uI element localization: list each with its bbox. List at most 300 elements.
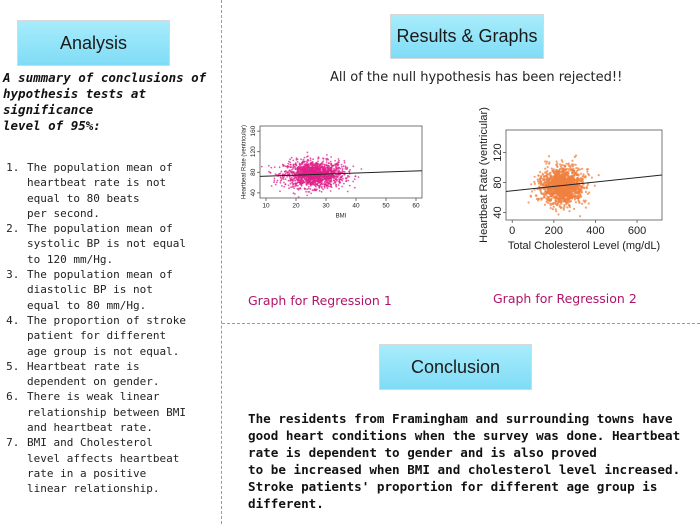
data-point bbox=[354, 187, 356, 189]
data-point bbox=[285, 178, 287, 180]
data-point bbox=[322, 188, 324, 190]
data-point bbox=[283, 182, 285, 184]
data-point bbox=[548, 155, 550, 157]
data-point bbox=[334, 160, 336, 162]
data-point bbox=[275, 173, 277, 175]
data-point bbox=[573, 189, 575, 191]
data-point bbox=[338, 161, 340, 163]
data-point bbox=[586, 187, 588, 189]
data-point bbox=[543, 196, 545, 198]
data-point bbox=[310, 188, 312, 190]
data-point bbox=[561, 189, 563, 191]
data-point bbox=[322, 175, 324, 177]
data-point bbox=[533, 181, 535, 183]
data-point bbox=[308, 170, 310, 172]
data-point bbox=[324, 184, 326, 186]
data-point bbox=[298, 179, 300, 181]
data-point bbox=[292, 160, 294, 162]
data-point bbox=[306, 156, 308, 158]
data-point bbox=[341, 164, 343, 166]
data-point bbox=[556, 165, 558, 167]
data-point bbox=[549, 200, 551, 202]
data-point bbox=[570, 192, 572, 194]
x-tick-label: 40 bbox=[352, 202, 360, 210]
data-point bbox=[317, 183, 319, 185]
data-point bbox=[354, 178, 356, 180]
data-point bbox=[580, 173, 582, 175]
data-point bbox=[326, 165, 328, 167]
data-point bbox=[281, 185, 283, 187]
data-point bbox=[286, 176, 288, 178]
regression-2-chart bbox=[452, 92, 670, 272]
data-point bbox=[571, 197, 573, 199]
data-point bbox=[304, 164, 306, 166]
data-point bbox=[573, 164, 575, 166]
data-point bbox=[308, 186, 310, 188]
data-point bbox=[569, 196, 571, 198]
data-point bbox=[570, 179, 572, 181]
data-point bbox=[320, 184, 322, 186]
data-point bbox=[280, 180, 282, 182]
data-point bbox=[317, 160, 319, 162]
data-point bbox=[310, 164, 312, 166]
data-point bbox=[302, 166, 304, 168]
data-point bbox=[283, 186, 285, 188]
data-point bbox=[337, 163, 339, 165]
data-point bbox=[313, 183, 315, 185]
data-point bbox=[342, 171, 344, 173]
data-point bbox=[282, 164, 284, 166]
data-point bbox=[274, 178, 276, 180]
conclusion-line: to be increased when BMI and cholesterol level increased. bbox=[248, 462, 681, 477]
data-point bbox=[588, 191, 590, 193]
y-tick-label: 120 bbox=[250, 146, 257, 158]
data-point bbox=[354, 176, 356, 178]
data-point bbox=[556, 196, 558, 198]
data-point bbox=[577, 167, 579, 169]
data-point bbox=[297, 169, 299, 171]
data-point bbox=[319, 190, 321, 192]
data-point bbox=[559, 204, 561, 206]
data-point bbox=[582, 175, 584, 177]
data-point bbox=[586, 171, 588, 173]
data-point bbox=[285, 170, 287, 172]
data-point bbox=[292, 167, 294, 169]
data-point bbox=[335, 166, 337, 168]
conclusion-heading bbox=[379, 344, 532, 390]
data-point bbox=[349, 171, 351, 173]
data-point bbox=[299, 177, 301, 179]
data-point bbox=[587, 173, 589, 175]
data-point bbox=[585, 176, 587, 178]
data-point bbox=[347, 191, 349, 193]
data-point bbox=[307, 159, 309, 161]
data-point bbox=[569, 168, 571, 170]
data-point bbox=[296, 188, 298, 190]
data-point bbox=[293, 171, 295, 173]
data-point bbox=[318, 178, 320, 180]
x-axis-label: BMI bbox=[335, 213, 347, 220]
data-point bbox=[282, 173, 284, 175]
data-point bbox=[306, 168, 308, 170]
data-point bbox=[288, 187, 290, 189]
conclusion-line: Stroke patients' proportion for different age group is bbox=[248, 479, 658, 494]
data-point bbox=[562, 194, 564, 196]
data-point bbox=[556, 189, 558, 191]
data-point bbox=[326, 159, 328, 161]
data-point bbox=[289, 162, 291, 164]
data-point bbox=[334, 180, 336, 182]
data-point bbox=[300, 158, 302, 160]
data-point bbox=[551, 192, 553, 194]
data-point bbox=[550, 195, 552, 197]
data-point bbox=[588, 202, 590, 204]
data-point bbox=[563, 164, 565, 166]
data-point bbox=[327, 159, 329, 161]
data-point bbox=[278, 174, 280, 176]
data-point bbox=[301, 185, 303, 187]
data-point bbox=[543, 179, 545, 181]
data-point bbox=[553, 206, 555, 208]
data-point bbox=[325, 175, 327, 177]
data-point bbox=[557, 182, 559, 184]
data-point bbox=[343, 183, 345, 185]
data-point bbox=[571, 172, 573, 174]
data-point bbox=[565, 174, 567, 176]
data-point bbox=[584, 201, 586, 203]
data-point bbox=[314, 163, 316, 165]
x-tick-label: 60 bbox=[412, 202, 420, 210]
analysis-heading bbox=[17, 20, 170, 66]
data-point bbox=[295, 180, 297, 182]
conclusion-item: 6. There is weak linear relationship between BMI and heartbeat rate. bbox=[26, 389, 231, 435]
data-point bbox=[328, 176, 330, 178]
data-point bbox=[330, 190, 332, 192]
data-point bbox=[285, 165, 287, 167]
data-point bbox=[310, 184, 312, 186]
data-point bbox=[537, 179, 539, 181]
data-point bbox=[281, 171, 283, 173]
data-point bbox=[294, 193, 296, 195]
data-point bbox=[591, 177, 593, 179]
data-point bbox=[531, 190, 533, 192]
data-point bbox=[296, 172, 298, 174]
data-point bbox=[305, 178, 307, 180]
data-point bbox=[546, 179, 548, 181]
data-point bbox=[548, 163, 550, 165]
horizontal-divider bbox=[222, 323, 700, 324]
data-point bbox=[310, 171, 312, 173]
data-point bbox=[543, 192, 545, 194]
data-point bbox=[301, 163, 303, 165]
data-point bbox=[568, 205, 570, 207]
data-point bbox=[342, 178, 344, 180]
data-point bbox=[564, 193, 566, 195]
data-point bbox=[551, 178, 553, 180]
data-point bbox=[315, 189, 317, 191]
data-point bbox=[565, 179, 567, 181]
data-point bbox=[545, 194, 547, 196]
results-heading-label: Results & Graphs bbox=[396, 26, 538, 46]
data-point bbox=[338, 167, 340, 169]
data-point bbox=[569, 180, 571, 182]
data-point bbox=[568, 165, 570, 167]
data-point bbox=[561, 164, 563, 166]
data-point bbox=[285, 183, 287, 185]
data-point bbox=[585, 191, 587, 193]
data-point bbox=[291, 179, 293, 181]
data-point bbox=[291, 169, 293, 171]
data-point bbox=[303, 159, 305, 161]
data-point bbox=[297, 182, 299, 184]
data-point bbox=[327, 169, 329, 171]
data-point bbox=[559, 163, 561, 165]
summary-line: level of 95%: bbox=[3, 118, 101, 133]
data-point bbox=[308, 188, 310, 190]
data-point bbox=[327, 179, 329, 181]
data-point bbox=[530, 196, 532, 198]
data-point bbox=[334, 164, 336, 166]
data-point bbox=[331, 168, 333, 170]
data-point bbox=[299, 169, 301, 171]
data-point bbox=[325, 170, 327, 172]
data-point bbox=[565, 177, 567, 179]
data-point bbox=[540, 199, 542, 201]
conclusion-text bbox=[248, 410, 693, 512]
data-point bbox=[290, 183, 292, 185]
data-point bbox=[292, 165, 294, 167]
data-point bbox=[321, 187, 323, 189]
data-point bbox=[326, 185, 328, 187]
data-point bbox=[289, 172, 291, 174]
data-point bbox=[567, 198, 569, 200]
data-point bbox=[312, 161, 314, 163]
y-tick-label: 40 bbox=[492, 206, 504, 219]
data-point bbox=[345, 180, 347, 182]
data-point bbox=[302, 170, 304, 172]
data-point bbox=[547, 202, 549, 204]
data-point bbox=[563, 207, 565, 209]
data-point bbox=[555, 170, 557, 172]
data-point bbox=[554, 177, 556, 179]
data-point bbox=[558, 197, 560, 199]
data-point bbox=[549, 174, 551, 176]
data-point bbox=[328, 182, 330, 184]
conclusion-line: rate is dependent to gender and is also proved bbox=[248, 445, 597, 460]
data-point bbox=[326, 154, 328, 156]
conclusion-item: 7. BMI and Cholesterol level affects heartbeat rate in a positive linear relationship. bbox=[26, 435, 231, 496]
data-point bbox=[555, 208, 557, 210]
conclusion-item: 5. Heartbeat rate is dependent on gender. bbox=[26, 359, 231, 390]
data-point bbox=[306, 188, 308, 190]
data-point bbox=[576, 174, 578, 176]
data-point bbox=[569, 201, 571, 203]
data-point bbox=[297, 161, 299, 163]
data-point bbox=[551, 203, 553, 205]
regression-2-caption: Graph for Regression 2 bbox=[493, 291, 637, 306]
data-point bbox=[327, 167, 329, 169]
data-point bbox=[279, 190, 281, 192]
data-point bbox=[585, 207, 587, 209]
data-point bbox=[297, 167, 299, 169]
data-point bbox=[545, 171, 547, 173]
data-point bbox=[568, 163, 570, 165]
data-point bbox=[298, 173, 300, 175]
data-point bbox=[298, 196, 300, 198]
data-point bbox=[571, 169, 573, 171]
data-point bbox=[594, 185, 596, 187]
data-point bbox=[559, 189, 561, 191]
data-point bbox=[539, 171, 541, 173]
data-point bbox=[310, 157, 312, 159]
data-point bbox=[338, 170, 340, 172]
data-point bbox=[322, 184, 324, 186]
data-point bbox=[268, 165, 270, 167]
data-point bbox=[324, 182, 326, 184]
data-point bbox=[547, 166, 549, 168]
data-point bbox=[557, 175, 559, 177]
data-point bbox=[535, 195, 537, 197]
data-point bbox=[347, 175, 349, 177]
data-point bbox=[563, 169, 565, 171]
data-point bbox=[314, 180, 316, 182]
summary-title bbox=[3, 70, 208, 134]
data-point bbox=[336, 177, 338, 179]
data-point bbox=[337, 165, 339, 167]
regression-1-chart bbox=[226, 112, 426, 227]
data-point bbox=[308, 180, 310, 182]
data-point bbox=[325, 172, 327, 174]
data-point bbox=[563, 204, 565, 206]
data-point bbox=[574, 194, 576, 196]
data-point bbox=[576, 192, 578, 194]
data-point bbox=[287, 163, 289, 165]
conclusion-heading-label: Conclusion bbox=[410, 356, 501, 377]
data-point bbox=[564, 189, 566, 191]
data-point bbox=[581, 168, 583, 170]
data-point bbox=[335, 184, 337, 186]
data-point bbox=[578, 178, 580, 180]
data-point bbox=[561, 192, 563, 194]
data-point bbox=[304, 166, 306, 168]
data-point bbox=[558, 193, 560, 195]
conclusion-line: different. bbox=[248, 496, 324, 511]
data-point bbox=[534, 176, 536, 178]
data-point bbox=[547, 184, 549, 186]
data-point bbox=[556, 163, 558, 165]
data-point bbox=[352, 165, 354, 167]
data-point bbox=[318, 156, 320, 158]
data-point bbox=[320, 167, 322, 169]
conclusions-list bbox=[10, 160, 231, 497]
data-point bbox=[575, 187, 577, 189]
data-point bbox=[566, 206, 568, 208]
data-point bbox=[324, 164, 326, 166]
y-axis-label: Heartbeat Rate (ventricular) bbox=[241, 124, 248, 200]
data-point bbox=[553, 172, 555, 174]
data-point bbox=[538, 198, 540, 200]
data-point bbox=[261, 166, 263, 168]
data-point bbox=[323, 179, 325, 181]
data-point bbox=[575, 172, 577, 174]
data-point bbox=[551, 170, 553, 172]
data-point bbox=[549, 203, 551, 205]
conclusion-item: 3. The population mean of diastolic BP is not equal to 80 mm/Hg. bbox=[26, 267, 231, 313]
data-point bbox=[290, 186, 292, 188]
analysis-heading-label: Analysis bbox=[59, 32, 128, 53]
data-point bbox=[316, 164, 318, 166]
data-point bbox=[304, 161, 306, 163]
data-point bbox=[557, 202, 559, 204]
data-point bbox=[554, 175, 556, 177]
data-point bbox=[310, 193, 312, 195]
data-point bbox=[280, 177, 282, 179]
data-point bbox=[280, 182, 282, 184]
x-tick-label: 20 bbox=[292, 202, 300, 210]
data-point bbox=[571, 160, 573, 162]
data-point bbox=[315, 183, 317, 185]
data-point bbox=[586, 184, 588, 186]
data-point bbox=[344, 162, 346, 164]
data-point bbox=[555, 180, 557, 182]
data-point bbox=[312, 167, 314, 169]
data-point bbox=[555, 203, 557, 205]
data-point bbox=[361, 168, 363, 170]
data-point bbox=[330, 161, 332, 163]
data-point bbox=[571, 185, 573, 187]
data-point bbox=[303, 182, 305, 184]
data-point bbox=[578, 193, 580, 195]
data-point bbox=[338, 181, 340, 183]
data-point bbox=[308, 163, 310, 165]
data-point bbox=[573, 174, 575, 176]
y-tick-label: 160 bbox=[250, 125, 257, 137]
data-point bbox=[577, 187, 579, 189]
data-point bbox=[296, 183, 298, 185]
data-point bbox=[561, 161, 563, 163]
data-point bbox=[572, 177, 574, 179]
data-point bbox=[294, 166, 296, 168]
data-point bbox=[321, 163, 323, 165]
data-point bbox=[334, 170, 336, 172]
x-tick-label: 200 bbox=[544, 225, 564, 237]
data-point bbox=[554, 200, 556, 202]
data-point bbox=[544, 204, 546, 206]
data-point bbox=[314, 170, 316, 172]
data-point bbox=[576, 182, 578, 184]
data-point bbox=[578, 200, 580, 202]
data-point bbox=[304, 157, 306, 159]
data-point bbox=[300, 171, 302, 173]
conclusion-item: 2. The population mean of systolic BP is not equal to 120 mm/Hg. bbox=[26, 221, 231, 267]
data-point bbox=[560, 206, 562, 208]
data-point bbox=[528, 201, 530, 203]
conclusion-line: The residents from Framingham and surrounding towns have bbox=[248, 411, 673, 426]
data-point bbox=[330, 179, 332, 181]
data-point bbox=[294, 168, 296, 170]
data-point bbox=[293, 187, 295, 189]
y-tick-label: 120 bbox=[492, 143, 504, 162]
data-point bbox=[544, 160, 546, 162]
data-point bbox=[560, 201, 562, 203]
data-point bbox=[340, 178, 342, 180]
data-point bbox=[276, 181, 278, 183]
data-point bbox=[579, 190, 581, 192]
data-point bbox=[283, 165, 285, 167]
data-point bbox=[338, 158, 340, 160]
data-point bbox=[573, 192, 575, 194]
data-point bbox=[349, 185, 351, 187]
